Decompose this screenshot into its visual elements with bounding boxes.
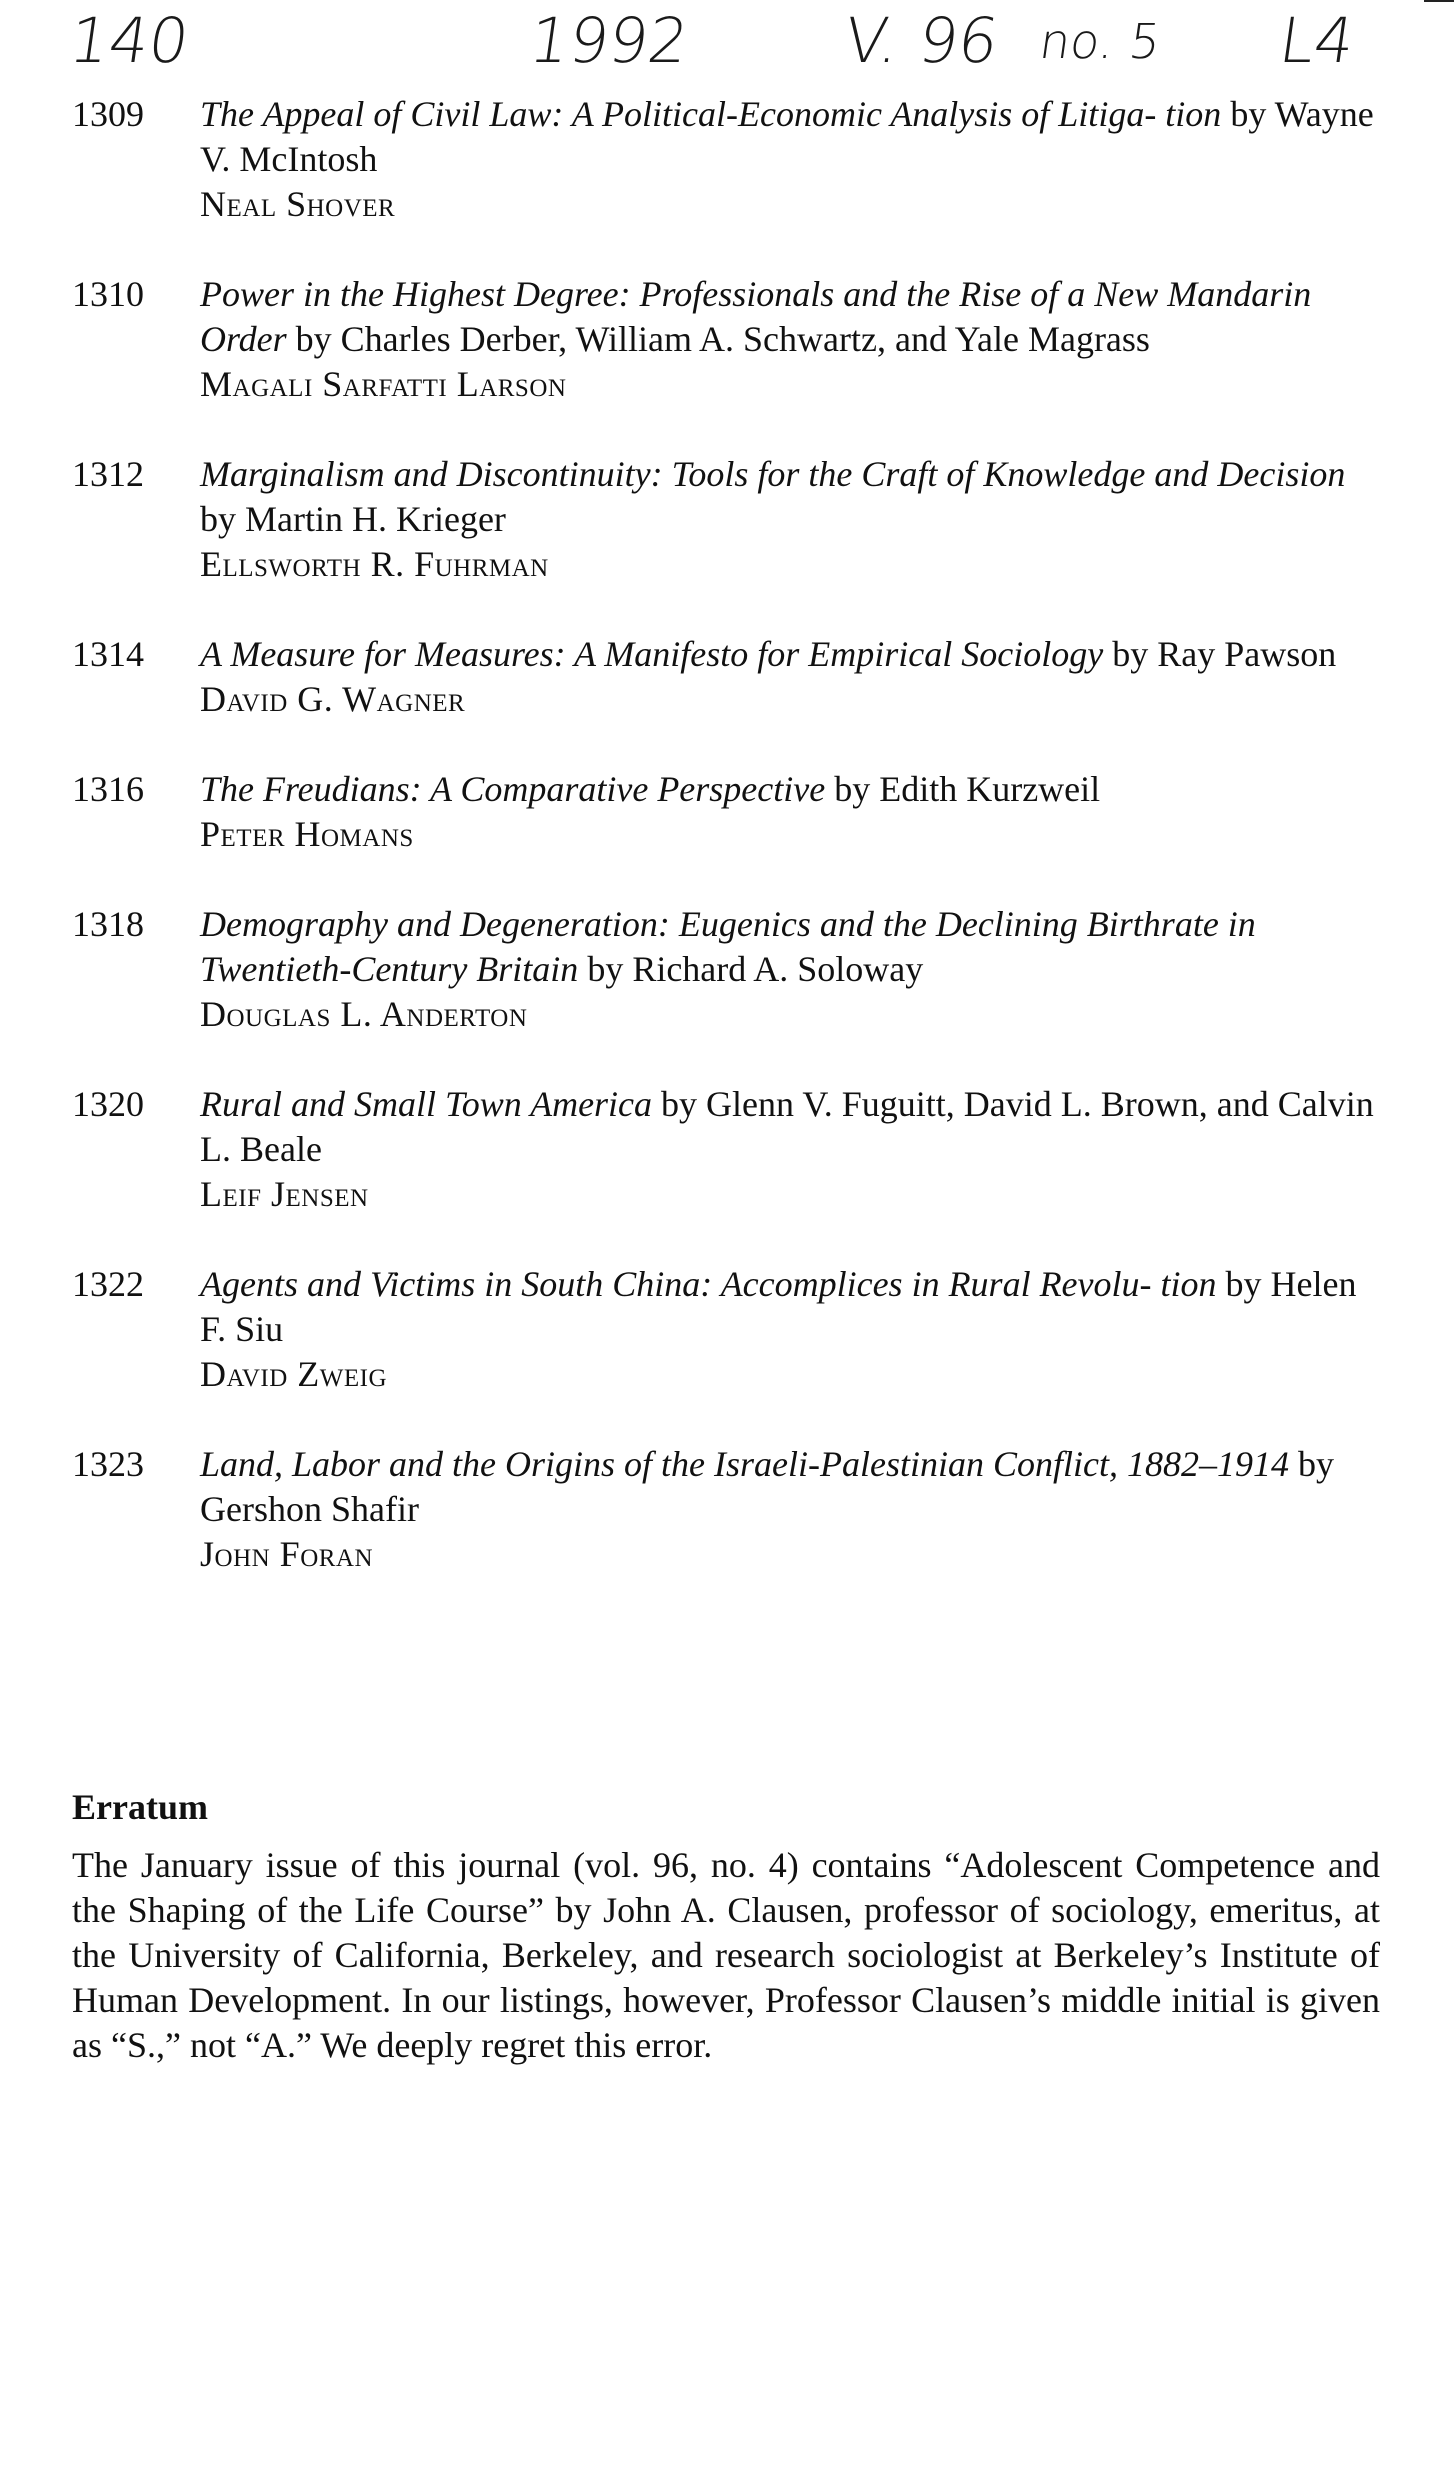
page-number: 1323	[72, 1444, 144, 1484]
review-entry	[72, 632, 1382, 722]
handwritten-issue: no. 5	[1036, 14, 1164, 70]
book-authors: by Gershon Shafir	[200, 1444, 1334, 1529]
book-title: The Appeal of Civil Law: A Political-Economic Analysis of Litiga- tion	[200, 94, 1222, 134]
book-authors: by Glenn V. Fuguitt, David L. Brown, and Calvin L. Beale	[200, 1084, 1374, 1169]
book-title: Demography and Degeneration: Eugenics and the Declining Birthrate in Twentieth-Century Britain	[200, 904, 1256, 989]
book-title: Marginalism and Discontinuity: Tools for the Craft of Knowledge and Decision	[200, 454, 1346, 494]
handwritten-code: L4	[1274, 4, 1360, 77]
reviewer-name: John Foran	[200, 1534, 374, 1574]
review-list	[72, 92, 1382, 1622]
reviewer-name: Neal Shover	[200, 184, 396, 224]
review-entry	[72, 272, 1382, 407]
page-number: 1318	[72, 904, 144, 944]
reviewer-name: Ellsworth R. Fuhrman	[200, 544, 549, 584]
erratum-section	[72, 1785, 1380, 2068]
review-entry	[72, 1082, 1382, 1217]
page-number: 1316	[72, 769, 144, 809]
book-title: The Freudians: A Comparative Perspective	[200, 769, 826, 809]
book-title: Agents and Victims in South China: Accomplices in Rural Revolu- tion	[200, 1264, 1217, 1304]
page-number: 1322	[72, 1264, 144, 1304]
reviewer-name: David G. Wagner	[200, 679, 466, 719]
page-number: 1320	[72, 1084, 144, 1124]
review-entry	[72, 767, 1382, 857]
handwritten-volume: V. 96	[839, 4, 1003, 77]
handwritten-number: 140	[64, 4, 194, 77]
page-number: 1314	[72, 634, 144, 674]
book-authors: by Martin H. Krieger	[200, 499, 506, 539]
handwritten-year: 1992	[524, 4, 693, 77]
book-authors: by Helen F. Siu	[200, 1264, 1357, 1349]
book-title: A Measure for Measures: A Manifesto for Empirical Sociology	[200, 634, 1104, 674]
corner-mark	[1424, 0, 1454, 2]
reviewer-name: Douglas L. Anderton	[200, 994, 528, 1034]
page-number: 1310	[72, 274, 144, 314]
page-number: 1309	[72, 94, 144, 134]
book-title: Land, Labor and the Origins of the Israeli-Palestinian Conflict, 1882–1914	[200, 1444, 1289, 1484]
reviewer-name: Leif Jensen	[200, 1174, 369, 1214]
review-entry	[72, 92, 1382, 227]
erratum-body: The January issue of this journal (vol. 96, no. 4) contains “Adolescent Competence and the Shaping of the Life Course” by John A. Clausen, professor of sociology, emeritus, at the University of California, Berkeley, and research sociologist at Berkeley’s Institute of Human Development. In our listings, however, Professor Clausen’s middle initial is given as “S.,” not “A.” We deeply regret this error.	[72, 1845, 1380, 2065]
book-title: Rural and Small Town America	[200, 1084, 653, 1124]
book-authors: by Wayne V. McIntosh	[200, 94, 1374, 179]
handwritten-annotation	[64, 0, 1390, 80]
review-entry	[72, 1262, 1382, 1397]
reviewer-name: David Zweig	[200, 1354, 387, 1394]
reviewer-name: Peter Homans	[200, 814, 414, 854]
book-authors: by Richard A. Soloway	[578, 949, 924, 989]
page-number: 1312	[72, 454, 144, 494]
book-authors: by Edith Kurzweil	[825, 769, 1101, 809]
review-entry	[72, 902, 1382, 1037]
book-title: Power in the Highest Degree: Professionals and the Rise of a New Mandarin Order	[200, 274, 1312, 359]
review-entry	[72, 452, 1382, 587]
erratum-heading: Erratum	[72, 1787, 208, 1827]
book-authors: by Charles Derber, William A. Schwartz, and Yale Magrass	[286, 319, 1150, 359]
book-authors: by Ray Pawson	[1103, 634, 1337, 674]
reviewer-name: Magali Sarfatti Larson	[200, 364, 567, 404]
review-entry	[72, 1442, 1382, 1577]
